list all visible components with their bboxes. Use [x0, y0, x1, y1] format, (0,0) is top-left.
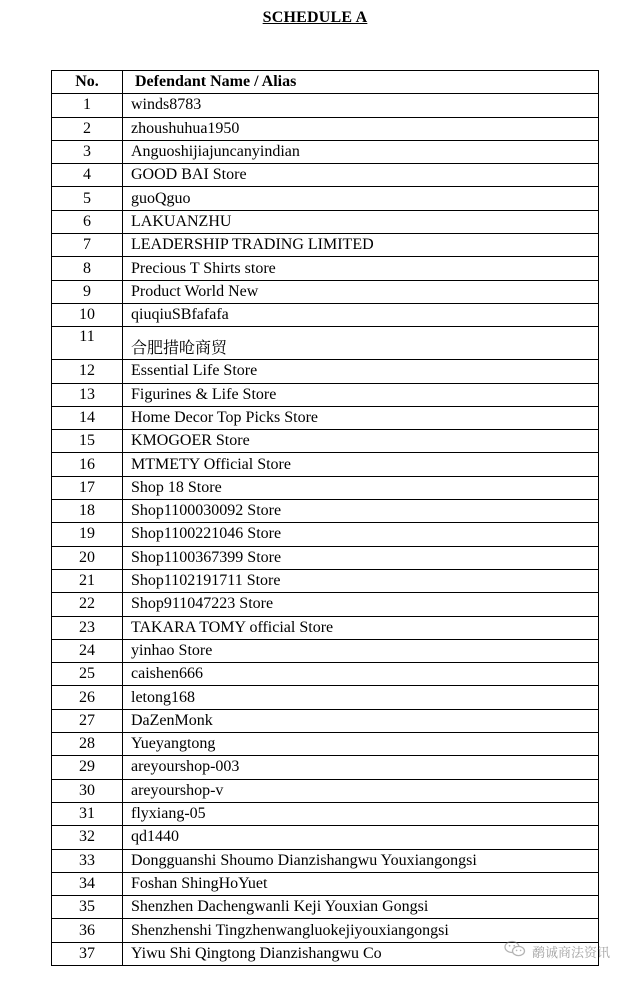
table-row	[52, 569, 599, 592]
row-number: 30	[52, 779, 123, 802]
defendant-name: Yiwu Shi Qingtong Dianzishangwu Co	[123, 942, 599, 965]
table-row	[52, 919, 599, 942]
table-row	[52, 187, 599, 210]
table-row	[52, 327, 599, 360]
table-row	[52, 733, 599, 756]
defendant-name: flyxiang-05	[123, 802, 599, 825]
row-number: 6	[52, 210, 123, 233]
defendant-name: DaZenMonk	[123, 709, 599, 732]
defendant-name: Precious T Shirts store	[123, 257, 599, 280]
table-row	[52, 849, 599, 872]
table-row	[52, 210, 599, 233]
table-row	[52, 257, 599, 280]
table-row	[52, 709, 599, 732]
table-row	[52, 117, 599, 140]
defendant-name: Shop1100367399 Store	[123, 546, 599, 569]
row-number: 35	[52, 896, 123, 919]
defendant-name: Dongguanshi Shoumo Dianzishangwu Youxiangongsi	[123, 849, 599, 872]
table-row	[52, 826, 599, 849]
table-row	[52, 303, 599, 326]
defendant-name: Shenzhen Dachengwanli Keji Youxian Gongsi	[123, 896, 599, 919]
defendant-name: caishen666	[123, 663, 599, 686]
row-number: 5	[52, 187, 123, 210]
row-number: 4	[52, 164, 123, 187]
defendant-name: Anguoshijiajuncanyindian	[123, 140, 599, 163]
row-number: 29	[52, 756, 123, 779]
table-header-row	[52, 71, 599, 94]
defendant-name: LAKUANZHU	[123, 210, 599, 233]
defendant-name: yinhao Store	[123, 639, 599, 662]
row-number: 8	[52, 257, 123, 280]
table-row	[52, 360, 599, 383]
defendant-table	[51, 70, 599, 966]
defendant-name: Home Decor Top Picks Store	[123, 406, 599, 429]
defendant-name: KMOGOER Store	[123, 430, 599, 453]
table-row	[52, 896, 599, 919]
row-number: 34	[52, 872, 123, 895]
page-title: SCHEDULE A	[262, 9, 368, 26]
table-row	[52, 756, 599, 779]
row-number: 20	[52, 546, 123, 569]
row-number: 9	[52, 280, 123, 303]
row-number: 15	[52, 430, 123, 453]
row-number: 26	[52, 686, 123, 709]
row-number: 10	[52, 303, 123, 326]
defendant-name: zhoushuhua1950	[123, 117, 599, 140]
defendant-name: Shop 18 Store	[123, 476, 599, 499]
table-row	[52, 616, 599, 639]
row-number: 22	[52, 593, 123, 616]
table-row	[52, 872, 599, 895]
defendant-name: Shop911047223 Store	[123, 593, 599, 616]
defendant-name: areyourshop-003	[123, 756, 599, 779]
row-number: 11	[52, 327, 123, 360]
row-number: 32	[52, 826, 123, 849]
table-row	[52, 639, 599, 662]
row-number: 7	[52, 234, 123, 257]
table-row	[52, 94, 599, 117]
table-row	[52, 383, 599, 406]
row-number: 28	[52, 733, 123, 756]
defendant-name: Product World New	[123, 280, 599, 303]
table-row	[52, 546, 599, 569]
row-number: 19	[52, 523, 123, 546]
defendant-name: qd1440	[123, 826, 599, 849]
table-row	[52, 802, 599, 825]
defendant-name: Essential Life Store	[123, 360, 599, 383]
row-number: 14	[52, 406, 123, 429]
row-number: 25	[52, 663, 123, 686]
row-number: 18	[52, 500, 123, 523]
table-row	[52, 523, 599, 546]
table-row	[52, 280, 599, 303]
defendant-name: letong168	[123, 686, 599, 709]
table-row	[52, 234, 599, 257]
table-row	[52, 593, 599, 616]
table-row	[52, 779, 599, 802]
wechat-icon	[504, 940, 526, 963]
row-number: 1	[52, 94, 123, 117]
row-number: 12	[52, 360, 123, 383]
row-number: 2	[52, 117, 123, 140]
watermark-text: 鹬诚商法资讯	[531, 946, 610, 961]
row-number: 23	[52, 616, 123, 639]
row-number: 16	[52, 453, 123, 476]
table-row	[52, 430, 599, 453]
defendant-name: Shop1100030092 Store	[123, 500, 599, 523]
defendant-name: Figurines & Life Store	[123, 383, 599, 406]
row-number: 24	[52, 639, 123, 662]
column-header-name: Defendant Name / Alias	[123, 71, 599, 94]
defendant-name: MTMETY Official Store	[123, 453, 599, 476]
table-row	[52, 140, 599, 163]
defendant-name: areyourshop-v	[123, 779, 599, 802]
row-number: 17	[52, 476, 123, 499]
table-row	[52, 406, 599, 429]
defendant-name: qiuqiuSBfafafa	[123, 303, 599, 326]
table-row	[52, 476, 599, 499]
defendant-name: Shenzhenshi Tingzhenwangluokejiyouxiangongsi	[123, 919, 599, 942]
defendant-name: winds8783	[123, 94, 599, 117]
row-number: 37	[52, 942, 123, 965]
defendant-name: GOOD BAI Store	[123, 164, 599, 187]
defendant-name: Yueyangtong	[123, 733, 599, 756]
defendant-name: Shop1100221046 Store	[123, 523, 599, 546]
row-number: 33	[52, 849, 123, 872]
watermark	[504, 940, 610, 963]
defendant-name: LEADERSHIP TRADING LIMITED	[123, 234, 599, 257]
defendant-name: Foshan ShingHoYuet	[123, 872, 599, 895]
defendant-name: 合肥措呛商贸	[123, 327, 599, 360]
row-number: 3	[52, 140, 123, 163]
table-row	[52, 500, 599, 523]
defendant-name: TAKARA TOMY official Store	[123, 616, 599, 639]
defendant-name: guoQguo	[123, 187, 599, 210]
row-number: 21	[52, 569, 123, 592]
defendant-name: Shop1102191711 Store	[123, 569, 599, 592]
table-row	[52, 453, 599, 476]
table-row	[52, 164, 599, 187]
row-number: 13	[52, 383, 123, 406]
row-number: 31	[52, 802, 123, 825]
row-number: 36	[52, 919, 123, 942]
table-row	[52, 686, 599, 709]
row-number: 27	[52, 709, 123, 732]
table-row	[52, 663, 599, 686]
column-header-no: No.	[52, 71, 123, 94]
